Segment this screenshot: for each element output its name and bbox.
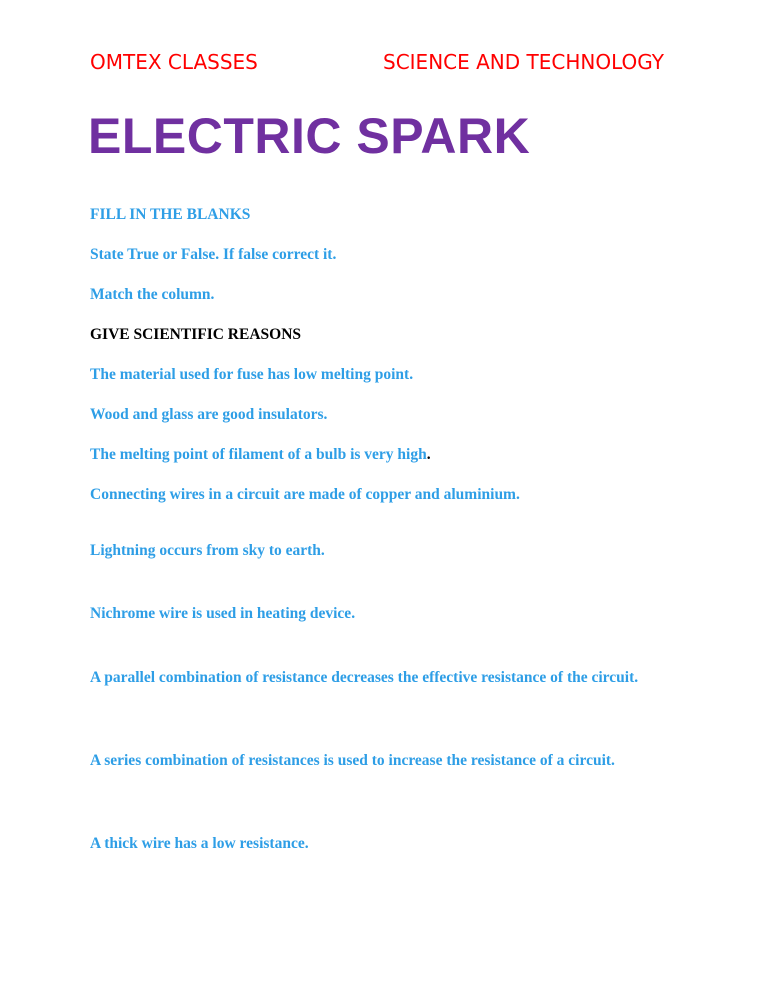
page-title: ELECTRIC SPARK (88, 108, 531, 164)
header-right-text: SCIENCE AND TECHNOLOGY (383, 50, 664, 74)
scientific-reasons-heading: GIVE SCIENTIFIC REASONS (90, 326, 302, 343)
match-column-heading: Match the column. (90, 286, 215, 303)
reason-item-4: Connecting wires in a circuit are made of copper and aluminium. (90, 486, 520, 503)
reason-item-9: A thick wire has a low resistance. (90, 835, 309, 852)
header-left-text: OMTEX CLASSES (90, 50, 258, 74)
reason-item-8: A series combination of resistances is used to increase the resistance of a circuit. (90, 752, 615, 769)
reason-item-5: Lightning occurs from sky to earth. (90, 542, 325, 559)
reason-item-6: Nichrome wire is used in heating device. (90, 605, 356, 622)
reason-item-2: Wood and glass are good insulators. (90, 406, 328, 423)
reason-item-3 (90, 445, 690, 465)
reason-item-1: The material used for fuse has low melting point. (90, 366, 414, 383)
fill-in-blanks-heading: FILL IN THE BLANKS (90, 206, 251, 223)
reason-item-7: A parallel combination of resistance decreases the effective resistance of the circuit. (90, 669, 639, 686)
reason-item-3-text: The melting point of filament of a bulb is very high (90, 446, 427, 463)
reason-item-3-period: . (426, 446, 431, 463)
true-false-heading: State True or False. If false correct it. (90, 246, 337, 263)
